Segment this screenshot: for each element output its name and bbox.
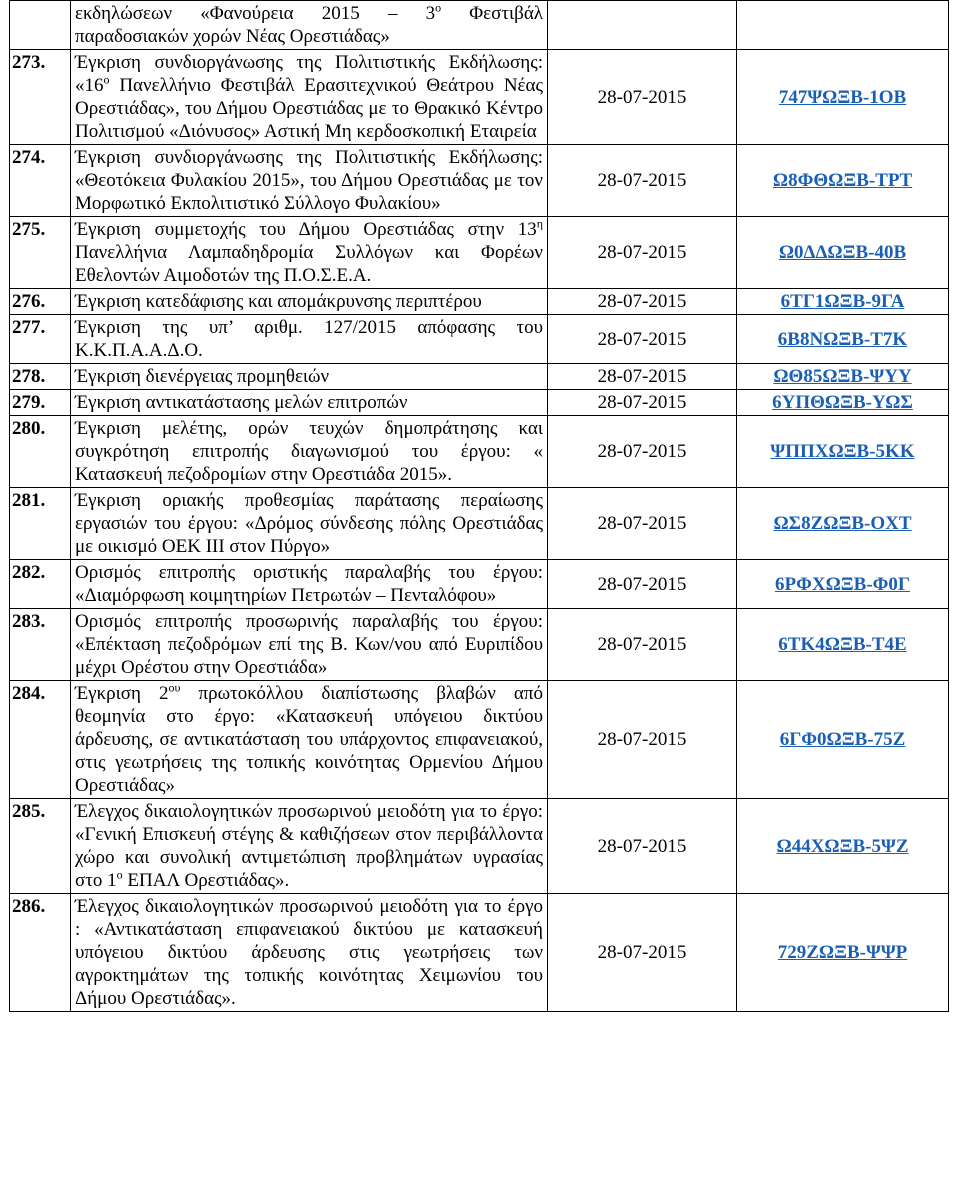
table-row [10,560,949,609]
ada-link[interactable]: Ω0ΔΔΩΞΒ-40Β [778,242,907,263]
table-row [10,894,949,1012]
ada-cell [737,217,949,289]
ada-link[interactable]: 747ΨΩΞΒ-1ΟΒ [778,86,907,108]
decision-description: Έγκριση αντικατάστασης μελών επιτροπών [71,390,548,416]
table-row [10,416,949,488]
decision-description: Έλεγχος δικαιολογητικών προσωρινού μειοδότη για το έργο: «Γενική Επισκευή στέγης & καθιζήσεων στον περιβάλλοντα χώρο και συνολική αντιμετώπιση προβλημάτων υγρασίας στο $1^o$ ΕΠΑΛ Ορεστιάδας». [71,799,548,894]
ada-cell [737,145,949,217]
decision-date: 28-07-2015 [548,488,737,560]
ada-cell [737,560,949,609]
table-row [10,145,949,217]
ada-link[interactable]: 729ΖΩΞΒ-ΨΨΡ [777,942,908,963]
decision-number: 284. [10,681,71,799]
ada-link[interactable]: 6ΤΓ1ΩΞΒ-9ΓΑ [780,291,905,312]
decision-description: Έγκριση $2^{o\upsilon}$ πρωτοκόλλου διαπίστωσης βλαβών από θεομηνία στο έργο: «Κατασκευή υπόγειου δικτύου άρδευσης, σε αντικατάσταση του υπάρχοντος επιφανειακού, στις γεωτρήσεις της τοπικής κοινότητας Ορμενίου Δήμου Ορεστιάδας» [71,681,548,799]
table-row [10,488,949,560]
ada-link[interactable]: 6ΡΦΧΩΞΒ-Φ0Γ [774,573,910,595]
table-row [10,217,949,289]
decision-number: 274. [10,145,71,217]
decision-description: Έγκριση συμμετοχής του Δήμου Ορεστιάδας στην $13^\eta$ Πανελλήνια Λαμπαδηδρομία Συλλόγων και Φορέων Εθελοντών Αιμοδοτών της Π.Ο.Σ.Ε.Α. [71,217,548,289]
ada-cell [737,1,949,50]
decision-description: Έγκριση κατεδάφισης και απομάκρυνσης περιπτέρου [71,289,548,315]
decision-date: 28-07-2015 [548,217,737,289]
decision-number: 273. [10,50,71,145]
decision-number: 286. [10,894,71,1012]
ada-link[interactable]: 6ΤΚ4ΩΞΒ-Τ4Ε [778,634,907,655]
decision-date: 28-07-2015 [548,315,737,364]
decision-description: Ορισμός επιτροπής οριστικής παραλαβής του έργου: «Διαμόρφωση κοιμητηρίων Πετρωτών – Πενταλόφου» [71,560,548,609]
decision-description: Ορισμός επιτροπής προσωρινής παραλαβής του έργου: «Επέκταση πεζοδρόμων επί της Β. Κων/νου από Ευριπίδου μέχρι Ορέστου στην Ορεστιάδα» [71,609,548,681]
ada-link[interactable]: 6Β8ΝΩΞΒ-Τ7Κ [777,328,908,350]
decision-number: 279. [10,390,71,416]
ada-cell [737,894,949,1012]
table-row [10,799,949,894]
ada-link[interactable]: 6ΥΠΘΩΞΒ-ΥΩΣ [772,392,913,413]
ada-cell [737,364,949,390]
ada-link[interactable]: Ω8ΦΘΩΞΒ-ΤΡΤ [772,170,913,191]
decision-number: 278. [10,364,71,390]
table-row [10,1,949,50]
decision-date: 28-07-2015 [548,145,737,217]
decision-description: εκδηλώσεων «Φανούρεια $2015 - 3^o$ Φεστιβάλ παραδοσιακών χορών Νέας Ορεστιάδας» [71,1,548,50]
decision-description: Έγκριση συνδιοργάνωσης της Πολιτιστικής Εκδήλωσης: «$16^o$ Πανελλήνιο Φεστιβάλ Ερασιτεχνικού Θεάτρου Νέας Ορεστιάδας», του Δήμου Ορεστιάδας με το Θρακικό Κέντρο Πολιτισμού «Διόνυσος» Αστική Μη κερδοσκοπική Εταιρεία [71,50,548,145]
decision-date: 28-07-2015 [548,894,737,1012]
decision-date: 28-07-2015 [548,289,737,315]
ada-link[interactable]: ΩΣ8ΖΩΞΒ-ΟΧΤ [773,513,912,534]
decision-number: 282. [10,560,71,609]
decision-number: 283. [10,609,71,681]
ada-link[interactable]: Ω44ΧΩΞΒ-5ΨΖ [776,835,909,857]
ada-cell [737,416,949,488]
decision-date [548,1,737,50]
decision-number: 276. [10,289,71,315]
table-row [10,364,949,390]
decision-date: 28-07-2015 [548,609,737,681]
decision-number: 280. [10,416,71,488]
ada-cell [737,390,949,416]
ada-cell [737,799,949,894]
decisions-table [9,0,949,1012]
ada-link[interactable]: ΨΠΠΧΩΞΒ-5ΚΚ [770,441,915,462]
decision-date: 28-07-2015 [548,416,737,488]
decision-description: Έγκριση διενέργειας προμηθειών [71,364,548,390]
decision-date: 28-07-2015 [548,50,737,145]
decisions-document [9,0,949,1012]
decision-description: Έγκριση της υπ’ αριθμ. 127/2015 απόφασης του Κ.Κ.Π.Α.Α.Δ.Ο. [71,315,548,364]
decision-number: 277. [10,315,71,364]
ada-cell [737,50,949,145]
ada-cell [737,488,949,560]
table-row [10,390,949,416]
table-row [10,609,949,681]
table-row [10,315,949,364]
table-row [10,289,949,315]
ada-cell [737,289,949,315]
decision-date: 28-07-2015 [548,390,737,416]
decision-description: Έγκριση συνδιοργάνωσης της Πολιτιστικής Εκδήλωσης: «Θεοτόκεια Φυλακίου 2015», του Δήμου Ορεστιάδας με τον Μορφωτικό Εκπολιτιστικό Σύλλογο Φυλακίου» [71,145,548,217]
table-row [10,50,949,145]
decision-date: 28-07-2015 [548,681,737,799]
decision-description: Έγκριση οριακής προθεσμίας παράτασης περαίωσης εργασιών του έργου: «Δρόμος σύνδεσης πόλης Ορεστιάδας με οικισμό ΟΕΚ ΙΙΙ στον Πύργο» [71,488,548,560]
decision-number: 281. [10,488,71,560]
decision-date: 28-07-2015 [548,560,737,609]
decision-description: Έλεγχος δικαιολογητικών προσωρινού μειοδότη για το έργο : «Αντικατάσταση επιφανειακού δικτύου με κατασκευή υπόγειου δικτύου άρδευσης στις γεωτρήσεις των αγροκτημάτων της τοπικής κοινότητας Χειμωνίου του Δήμου Ορεστιάδας». [71,894,548,1012]
decision-date: 28-07-2015 [548,799,737,894]
decision-number: 275. [10,217,71,289]
table-row [10,681,949,799]
decision-number: 285. [10,799,71,894]
decision-date: 28-07-2015 [548,364,737,390]
ada-cell [737,681,949,799]
decision-number [10,1,71,50]
ada-cell [737,609,949,681]
decision-description: Έγκριση μελέτης, ορών τευχών δημοπράτησης και συγκρότηση επιτροπής διαγωνισμού του έργου: « Κατασκευή πεζοδρομίων στην Ορεστιάδα 2015». [71,416,548,488]
ada-cell [737,315,949,364]
ada-link[interactable]: 6ΓΦ0ΩΞΒ-75Ζ [779,729,906,750]
ada-link[interactable]: ΩΘ85ΩΞΒ-ΨΥΥ [773,366,912,387]
